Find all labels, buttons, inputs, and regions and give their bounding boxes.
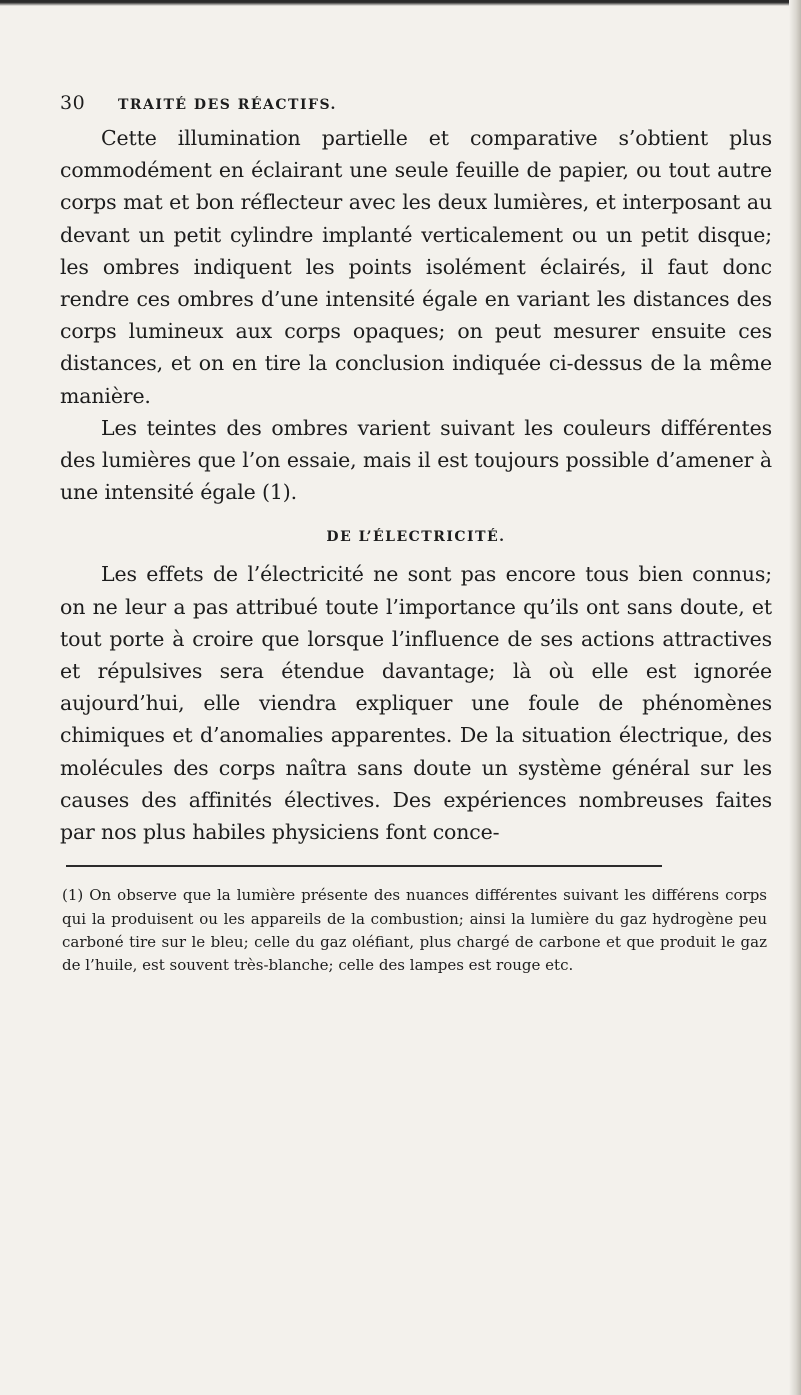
footnote-divider xyxy=(66,865,662,867)
page-number: 30 xyxy=(60,92,86,114)
running-head xyxy=(60,92,772,122)
footnote: (1) On observe que la lumière présente des nuances différentes suivant les différens corps qui la produisent ou les appareils de la combustion; ainsi la lumière du gaz hydrogène peu carboné tire sur le bleu; celle du gaz oléfiant, plus chargé de carbone et que produit le gaz de l’huile, est souvent très-blanche; celle des lampes est rouge etc. xyxy=(62,886,767,975)
main-text xyxy=(60,122,772,848)
page-top-edge xyxy=(0,0,801,6)
section-heading-electricity: DE L’ÉLECTRICITÉ. xyxy=(326,529,506,546)
paragraph-illumination: Cette illumination partielle et comparative s’obtient plus commodément en éclairant une seule feuille de papier, ou tout autre corps mat et bon réflecteur avec les deux lumières, et interposant au devant un petit cylindre implanté verticalement ou un petit disque; les ombres indiquent les points isolément éclairés, il faut donc rendre ces ombres d’une intensité égale en variant les distances des corps lumineux aux corps opaques; on peut mesurer ensuite ces distances, et on en tire la conclusion indiquée ci-dessus de la même manière. xyxy=(60,126,772,408)
paragraph-electricity: Les effets de l’électricité ne sont pas encore tous bien connus; on ne leur a pas attribué toute l’importance qu’ils ont sans doute, et tout porte à croire que lorsque l’influence de ses actions attractives et répulsives sera étendue davantage; là où elle est ignorée aujourd’hui, elle viendra expliquer une foule de phénomènes chimiques et d’anomalies apparentes. De la situation électrique, des molécules des corps naîtra sans doute un système général sur les causes des affinités électives. Des expériences nombreuses faites par nos plus habiles physiciens font conce- xyxy=(60,562,772,845)
book-page xyxy=(60,92,772,977)
page-right-edge xyxy=(789,0,801,1395)
paragraph-shadow-tints: Les teintes des ombres varient suivant les couleurs différentes des lumières que l’on essaie, mais il est toujours possible d’amener à une intensité égale (1). xyxy=(60,415,772,505)
running-title: TRAITÉ DES RÉACTIFS. xyxy=(118,97,337,113)
